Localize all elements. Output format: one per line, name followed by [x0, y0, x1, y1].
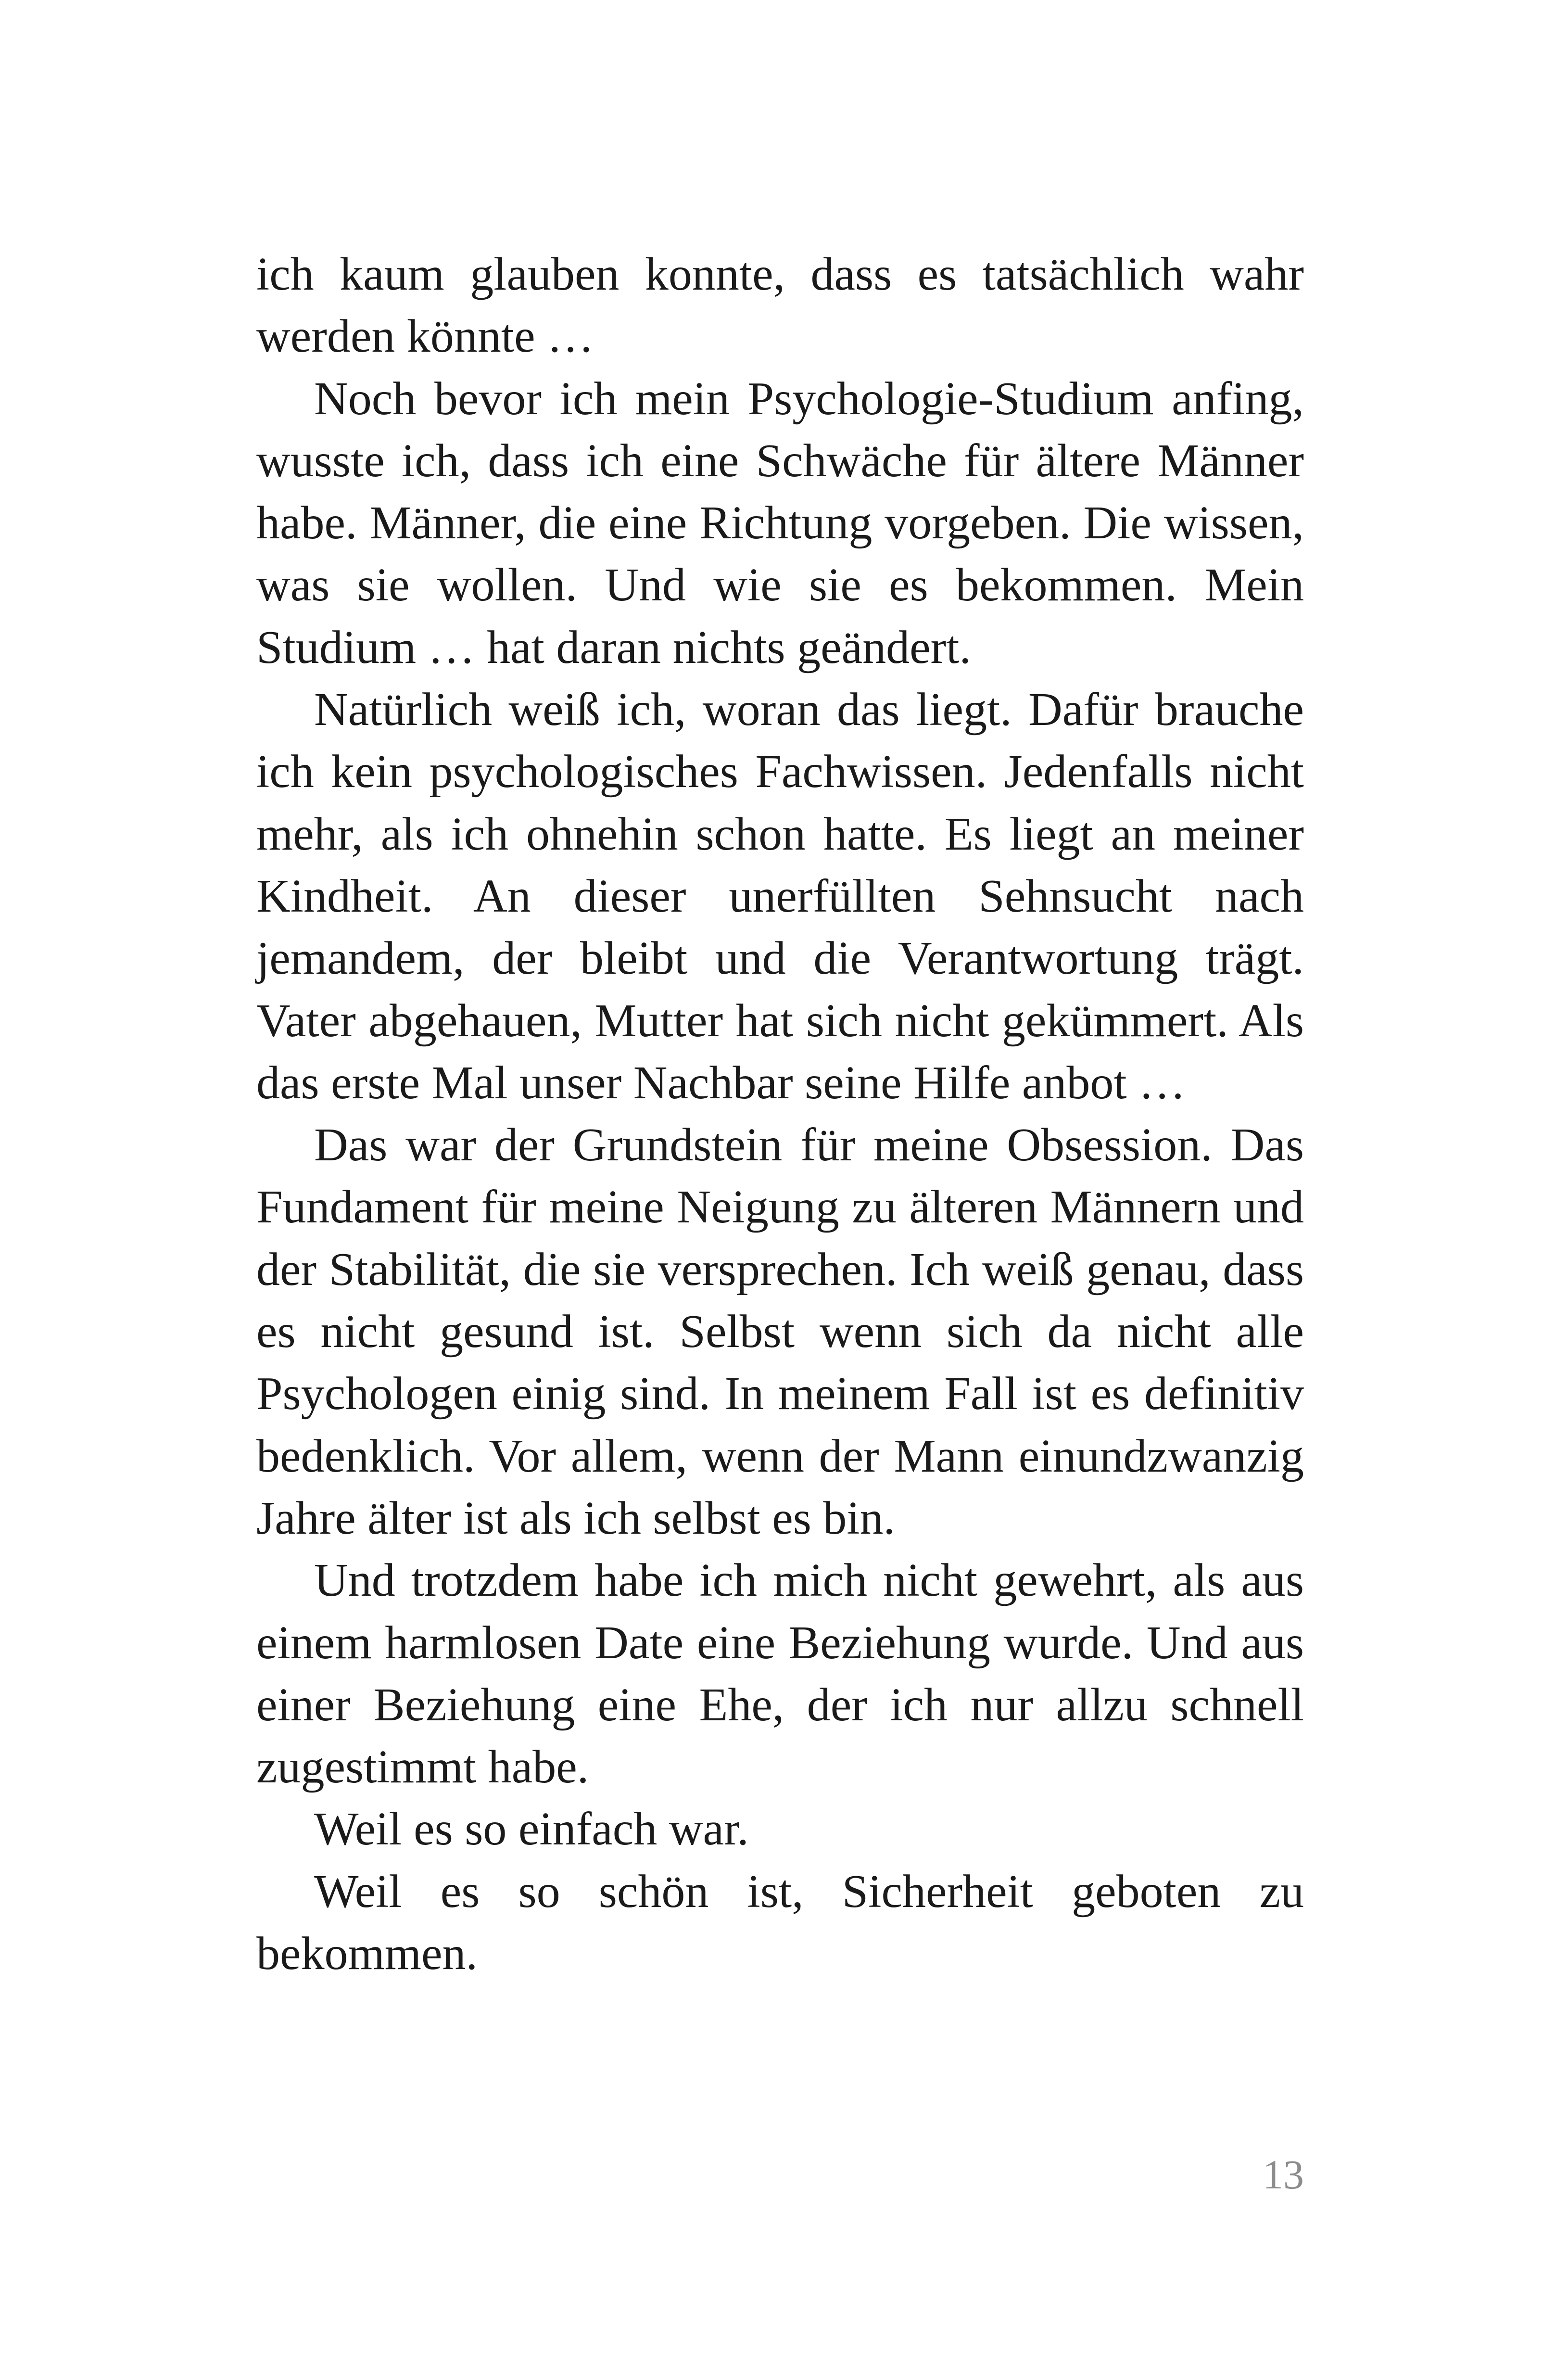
page-number: 13: [1263, 2151, 1304, 2198]
paragraph-7: Weil es so schön ist, Sicherheit geboten zu bekommen.: [256, 1865, 1304, 1980]
paragraph-4: Das war der Grundstein für meine Obsession. Das Fundament für meine Neigung zu älteren Männern und der Stabilität, die sie versprechen. Ich weiß genau, dass es nicht gesund ist. Selbst wenn sich da nicht alle Psychologen einig sind. In meinem Fall ist es definitiv bedenklich. Vor allem, wenn der Mann einundzwanzig Jahre älter ist als ich selbst es bin.: [256, 1119, 1304, 1544]
paragraph-3: Natürlich weiß ich, woran das liegt. Dafür brauche ich kein psychologisches Fachwissen. Jedenfalls nicht mehr, als ich ohnehin schon hatte. Es liegt an meiner Kindheit. An dieser unerfüllten Sehnsucht nach jemandem, der bleibt und die Verantwortung trägt. Vater abgehauen, Mutter hat sich nicht gekümmert. Als das erste Mal unser Nachbar seine Hilfe anbot …: [256, 684, 1304, 1109]
body-text: [256, 243, 1304, 1985]
paragraph-1: ich kaum glauben konnte, dass es tatsächlich wahr werden könnte …: [256, 248, 1304, 363]
paragraph-2: Noch bevor ich mein Psychologie-Studium anfing, wusste ich, dass ich eine Schwäche für ältere Männer habe. Männer, die eine Richtung vorgeben. Die wissen, was sie wollen. Und wie sie es bekommen. Mein Studium … hat daran nichts geändert.: [256, 372, 1304, 674]
paragraph-5: Und trotzdem habe ich mich nicht gewehrt, als aus einem harmlosen Date eine Beziehung wurde. Und aus einer Beziehung eine Ehe, der ich nur allzu schnell zugestimmt habe.: [256, 1554, 1304, 1793]
paragraph-6: Weil es so einfach war.: [314, 1803, 749, 1856]
